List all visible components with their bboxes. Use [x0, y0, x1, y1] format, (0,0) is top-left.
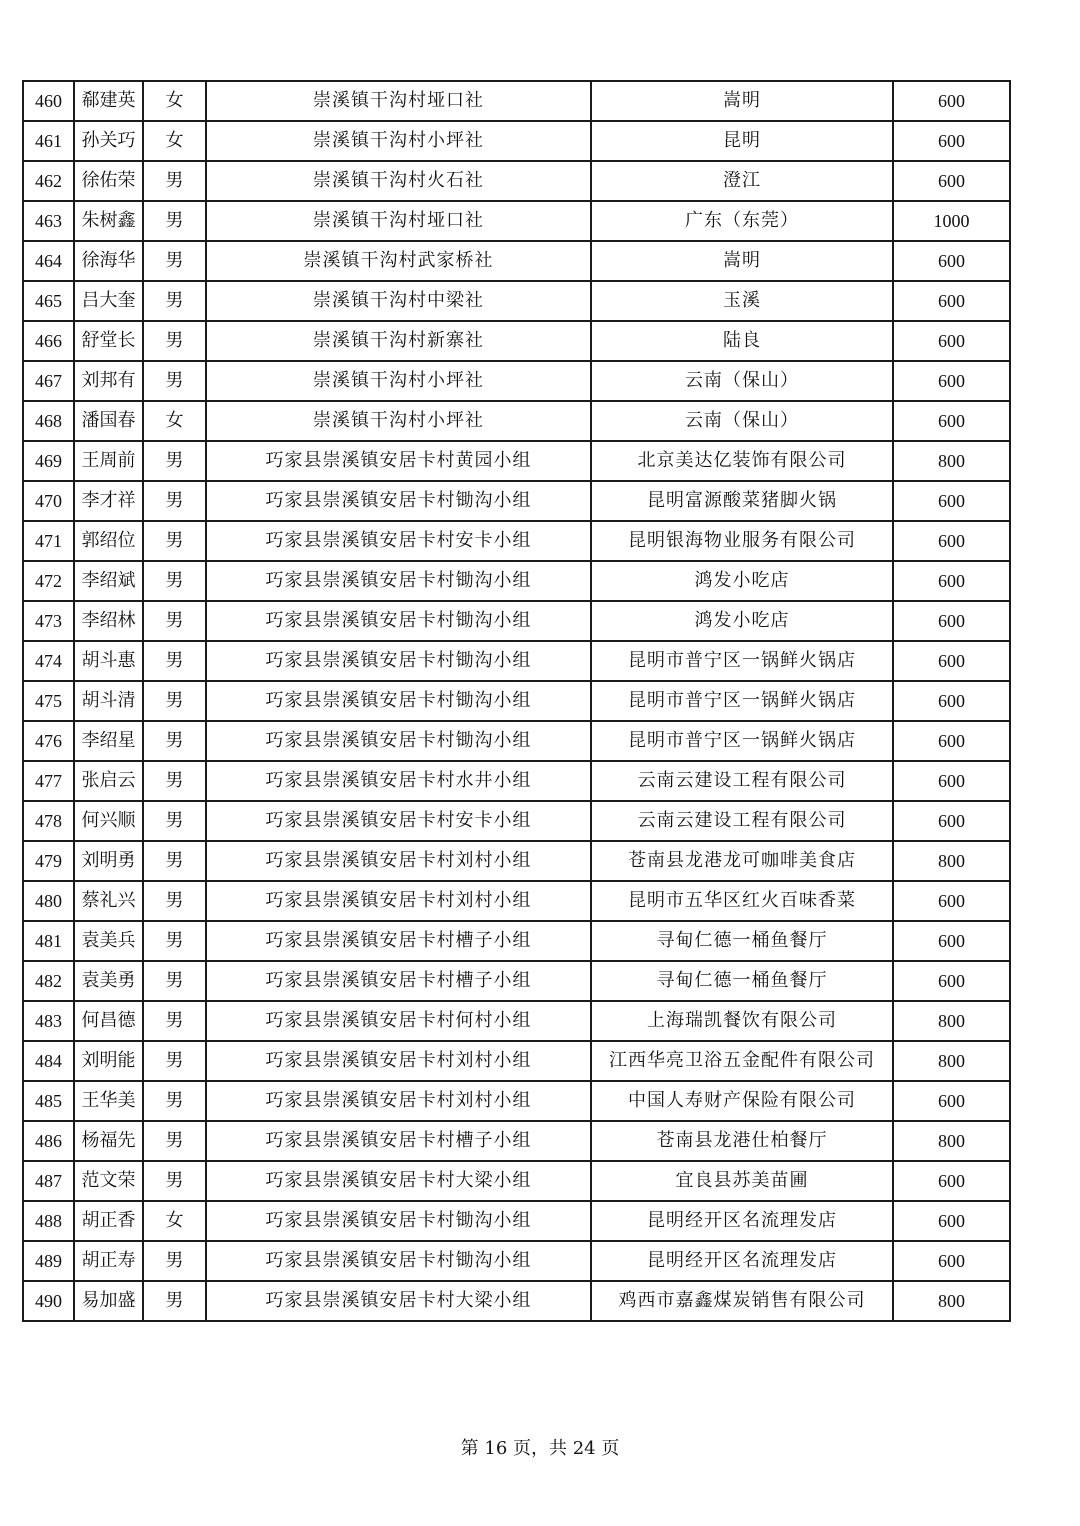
cell-work-location: 昆明市五华区红火百味香菜	[591, 881, 893, 921]
cell-gender: 男	[143, 1001, 206, 1041]
cell-home-address: 崇溪镇干沟村小坪社	[206, 361, 591, 401]
table-row	[23, 841, 1010, 881]
cell-gender: 男	[143, 561, 206, 601]
cell-work-location: 鸡西市嘉鑫煤炭销售有限公司	[591, 1281, 893, 1321]
cell-row-number: 487	[23, 1161, 74, 1201]
cell-name: 袁美兵	[74, 921, 143, 961]
cell-work-location: 江西华亮卫浴五金配件有限公司	[591, 1041, 893, 1081]
cell-gender: 男	[143, 481, 206, 521]
cell-home-address: 巧家县崇溪镇安居卡村锄沟小组	[206, 561, 591, 601]
cell-gender: 男	[143, 881, 206, 921]
cell-work-location: 昆明	[591, 121, 893, 161]
cell-gender: 男	[143, 841, 206, 881]
cell-work-location: 鸿发小吃店	[591, 561, 893, 601]
cell-work-location: 寻甸仁德一桶鱼餐厅	[591, 961, 893, 1001]
cell-home-address: 崇溪镇干沟村小坪社	[206, 401, 591, 441]
cell-amount: 600	[893, 881, 1010, 921]
cell-row-number: 461	[23, 121, 74, 161]
cell-work-location: 澄江	[591, 161, 893, 201]
table-row	[23, 401, 1010, 441]
cell-work-location: 昆明市普宁区一锅鲜火锅店	[591, 721, 893, 761]
cell-work-location: 宜良县苏美苗圃	[591, 1161, 893, 1201]
table-row	[23, 201, 1010, 241]
cell-row-number: 463	[23, 201, 74, 241]
cell-gender: 男	[143, 321, 206, 361]
cell-gender: 男	[143, 641, 206, 681]
cell-row-number: 483	[23, 1001, 74, 1041]
cell-row-number: 482	[23, 961, 74, 1001]
cell-home-address: 巧家县崇溪镇安居卡村安卡小组	[206, 801, 591, 841]
cell-gender: 男	[143, 761, 206, 801]
cell-amount: 800	[893, 1041, 1010, 1081]
cell-home-address: 崇溪镇干沟村火石社	[206, 161, 591, 201]
cell-gender: 女	[143, 1201, 206, 1241]
cell-home-address: 崇溪镇干沟村垭口社	[206, 81, 591, 121]
cell-home-address: 巧家县崇溪镇安居卡村刘村小组	[206, 1041, 591, 1081]
cell-row-number: 477	[23, 761, 74, 801]
cell-name: 李绍斌	[74, 561, 143, 601]
cell-gender: 男	[143, 601, 206, 641]
cell-row-number: 489	[23, 1241, 74, 1281]
cell-work-location: 苍南县龙港龙可咖啡美食店	[591, 841, 893, 881]
cell-work-location: 昆明银海物业服务有限公司	[591, 521, 893, 561]
table-row	[23, 121, 1010, 161]
table-row	[23, 1121, 1010, 1161]
cell-row-number: 485	[23, 1081, 74, 1121]
cell-work-location: 昆明市普宁区一锅鲜火锅店	[591, 641, 893, 681]
cell-amount: 600	[893, 321, 1010, 361]
table-body	[23, 81, 1010, 1321]
cell-amount: 600	[893, 361, 1010, 401]
table-row	[23, 721, 1010, 761]
cell-name: 李才祥	[74, 481, 143, 521]
cell-row-number: 484	[23, 1041, 74, 1081]
cell-row-number: 468	[23, 401, 74, 441]
worker-subsidy-table	[22, 80, 1011, 1322]
cell-amount: 800	[893, 841, 1010, 881]
cell-row-number: 460	[23, 81, 74, 121]
cell-name: 刘明能	[74, 1041, 143, 1081]
cell-gender: 男	[143, 961, 206, 1001]
cell-home-address: 巧家县崇溪镇安居卡村锄沟小组	[206, 1241, 591, 1281]
table-row	[23, 1281, 1010, 1321]
cell-amount: 600	[893, 1241, 1010, 1281]
cell-home-address: 崇溪镇干沟村垭口社	[206, 201, 591, 241]
cell-name: 张启云	[74, 761, 143, 801]
cell-gender: 男	[143, 161, 206, 201]
cell-row-number: 473	[23, 601, 74, 641]
data-table	[22, 80, 1011, 1322]
cell-gender: 男	[143, 281, 206, 321]
table-row	[23, 241, 1010, 281]
cell-amount: 600	[893, 121, 1010, 161]
cell-amount: 800	[893, 1001, 1010, 1041]
cell-row-number: 467	[23, 361, 74, 401]
cell-amount: 800	[893, 441, 1010, 481]
cell-work-location: 苍南县龙港仕柏餐厅	[591, 1121, 893, 1161]
cell-home-address: 巧家县崇溪镇安居卡村刘村小组	[206, 1081, 591, 1121]
cell-amount: 600	[893, 1201, 1010, 1241]
cell-name: 胡斗清	[74, 681, 143, 721]
cell-home-address: 巧家县崇溪镇安居卡村黄园小组	[206, 441, 591, 481]
cell-row-number: 469	[23, 441, 74, 481]
cell-gender: 男	[143, 1081, 206, 1121]
cell-amount: 800	[893, 1281, 1010, 1321]
table-row	[23, 681, 1010, 721]
table-row	[23, 561, 1010, 601]
cell-name: 朱树鑫	[74, 201, 143, 241]
cell-work-location: 昆明经开区名流理发店	[591, 1241, 893, 1281]
cell-row-number: 474	[23, 641, 74, 681]
cell-work-location: 昆明经开区名流理发店	[591, 1201, 893, 1241]
cell-gender: 男	[143, 441, 206, 481]
table-row	[23, 481, 1010, 521]
cell-home-address: 崇溪镇干沟村小坪社	[206, 121, 591, 161]
cell-name: 潘国春	[74, 401, 143, 441]
cell-gender: 男	[143, 921, 206, 961]
cell-gender: 男	[143, 681, 206, 721]
table-row	[23, 161, 1010, 201]
cell-name: 刘邦有	[74, 361, 143, 401]
cell-amount: 600	[893, 521, 1010, 561]
cell-name: 杨福先	[74, 1121, 143, 1161]
table-row	[23, 81, 1010, 121]
cell-amount: 600	[893, 481, 1010, 521]
cell-name: 易加盛	[74, 1281, 143, 1321]
cell-amount: 600	[893, 81, 1010, 121]
cell-amount: 600	[893, 681, 1010, 721]
cell-work-location: 上海瑞凯餐饮有限公司	[591, 1001, 893, 1041]
cell-work-location: 嵩明	[591, 241, 893, 281]
table-row	[23, 361, 1010, 401]
cell-work-location: 云南（保山）	[591, 401, 893, 441]
cell-name: 范文荣	[74, 1161, 143, 1201]
cell-name: 何昌德	[74, 1001, 143, 1041]
table-row	[23, 921, 1010, 961]
cell-amount: 600	[893, 161, 1010, 201]
table-row	[23, 1081, 1010, 1121]
cell-home-address: 巧家县崇溪镇安居卡村安卡小组	[206, 521, 591, 561]
cell-gender: 男	[143, 201, 206, 241]
cell-amount: 600	[893, 401, 1010, 441]
cell-home-address: 崇溪镇干沟村武家桥社	[206, 241, 591, 281]
cell-name: 刘明勇	[74, 841, 143, 881]
cell-row-number: 475	[23, 681, 74, 721]
cell-amount: 600	[893, 641, 1010, 681]
cell-row-number: 480	[23, 881, 74, 921]
cell-name: 胡正寿	[74, 1241, 143, 1281]
cell-name: 徐海华	[74, 241, 143, 281]
cell-gender: 男	[143, 241, 206, 281]
cell-row-number: 466	[23, 321, 74, 361]
table-row	[23, 881, 1010, 921]
cell-work-location: 昆明富源酸菜猪脚火锅	[591, 481, 893, 521]
cell-work-location: 中国人寿财产保险有限公司	[591, 1081, 893, 1121]
cell-row-number: 478	[23, 801, 74, 841]
table-row	[23, 521, 1010, 561]
cell-work-location: 广东（东莞）	[591, 201, 893, 241]
cell-amount: 600	[893, 801, 1010, 841]
cell-work-location: 嵩明	[591, 81, 893, 121]
cell-amount: 800	[893, 1121, 1010, 1161]
cell-amount: 600	[893, 921, 1010, 961]
cell-row-number: 488	[23, 1201, 74, 1241]
cell-name: 舒堂长	[74, 321, 143, 361]
table-row	[23, 801, 1010, 841]
cell-gender: 男	[143, 1241, 206, 1281]
cell-home-address: 巧家县崇溪镇安居卡村锄沟小组	[206, 1201, 591, 1241]
cell-home-address: 巧家县崇溪镇安居卡村锄沟小组	[206, 681, 591, 721]
cell-name: 袁美勇	[74, 961, 143, 1001]
cell-name: 王周前	[74, 441, 143, 481]
cell-name: 胡正香	[74, 1201, 143, 1241]
cell-home-address: 巧家县崇溪镇安居卡村锄沟小组	[206, 481, 591, 521]
cell-row-number: 472	[23, 561, 74, 601]
cell-work-location: 云南云建设工程有限公司	[591, 761, 893, 801]
cell-gender: 女	[143, 121, 206, 161]
cell-amount: 600	[893, 281, 1010, 321]
table-row	[23, 961, 1010, 1001]
cell-row-number: 481	[23, 921, 74, 961]
cell-row-number: 476	[23, 721, 74, 761]
cell-gender: 男	[143, 361, 206, 401]
cell-work-location: 寻甸仁德一桶鱼餐厅	[591, 921, 893, 961]
table-row	[23, 1161, 1010, 1201]
cell-row-number: 490	[23, 1281, 74, 1321]
cell-work-location: 云南（保山）	[591, 361, 893, 401]
cell-gender: 男	[143, 1121, 206, 1161]
cell-row-number: 479	[23, 841, 74, 881]
table-row	[23, 1001, 1010, 1041]
cell-amount: 600	[893, 1081, 1010, 1121]
cell-work-location: 北京美达亿装饰有限公司	[591, 441, 893, 481]
cell-amount: 600	[893, 601, 1010, 641]
table-row	[23, 1241, 1010, 1281]
cell-home-address: 巧家县崇溪镇安居卡村水井小组	[206, 761, 591, 801]
cell-home-address: 巧家县崇溪镇安居卡村刘村小组	[206, 881, 591, 921]
cell-home-address: 巧家县崇溪镇安居卡村何村小组	[206, 1001, 591, 1041]
cell-home-address: 巧家县崇溪镇安居卡村锄沟小组	[206, 601, 591, 641]
table-row	[23, 281, 1010, 321]
cell-work-location: 云南云建设工程有限公司	[591, 801, 893, 841]
cell-name: 孙关巧	[74, 121, 143, 161]
cell-name: 吕大奎	[74, 281, 143, 321]
table-row	[23, 601, 1010, 641]
table-row	[23, 321, 1010, 361]
cell-gender: 男	[143, 801, 206, 841]
cell-home-address: 巧家县崇溪镇安居卡村槽子小组	[206, 961, 591, 1001]
cell-work-location: 昆明市普宁区一锅鲜火锅店	[591, 681, 893, 721]
cell-amount: 600	[893, 721, 1010, 761]
cell-name: 王华美	[74, 1081, 143, 1121]
cell-name: 李绍林	[74, 601, 143, 641]
cell-work-location: 玉溪	[591, 281, 893, 321]
cell-amount: 1000	[893, 201, 1010, 241]
cell-amount: 600	[893, 761, 1010, 801]
table-row	[23, 1201, 1010, 1241]
cell-row-number: 470	[23, 481, 74, 521]
cell-home-address: 巧家县崇溪镇安居卡村大梁小组	[206, 1281, 591, 1321]
cell-name: 李绍星	[74, 721, 143, 761]
table-row	[23, 761, 1010, 801]
cell-name: 郭绍位	[74, 521, 143, 561]
cell-home-address: 巧家县崇溪镇安居卡村槽子小组	[206, 1121, 591, 1161]
cell-home-address: 巧家县崇溪镇安居卡村锄沟小组	[206, 721, 591, 761]
cell-row-number: 471	[23, 521, 74, 561]
page-footer: 第 16 页，共 24 页	[460, 1438, 620, 1459]
cell-name: 蔡礼兴	[74, 881, 143, 921]
cell-work-location: 陆良	[591, 321, 893, 361]
cell-gender: 男	[143, 721, 206, 761]
cell-home-address: 巧家县崇溪镇安居卡村大梁小组	[206, 1161, 591, 1201]
cell-gender: 男	[143, 521, 206, 561]
cell-gender: 男	[143, 1161, 206, 1201]
cell-row-number: 465	[23, 281, 74, 321]
cell-gender: 女	[143, 401, 206, 441]
table-row	[23, 1041, 1010, 1081]
cell-home-address: 巧家县崇溪镇安居卡村槽子小组	[206, 921, 591, 961]
cell-amount: 600	[893, 961, 1010, 1001]
cell-work-location: 鸿发小吃店	[591, 601, 893, 641]
cell-row-number: 462	[23, 161, 74, 201]
cell-row-number: 464	[23, 241, 74, 281]
cell-gender: 男	[143, 1281, 206, 1321]
cell-amount: 600	[893, 241, 1010, 281]
cell-name: 徐佑荣	[74, 161, 143, 201]
cell-name: 郗建英	[74, 81, 143, 121]
table-row	[23, 641, 1010, 681]
cell-amount: 600	[893, 561, 1010, 601]
cell-gender: 女	[143, 81, 206, 121]
cell-home-address: 巧家县崇溪镇安居卡村刘村小组	[206, 841, 591, 881]
cell-home-address: 崇溪镇干沟村新寨社	[206, 321, 591, 361]
cell-gender: 男	[143, 1041, 206, 1081]
table-row	[23, 441, 1010, 481]
cell-row-number: 486	[23, 1121, 74, 1161]
cell-name: 何兴顺	[74, 801, 143, 841]
cell-home-address: 巧家县崇溪镇安居卡村锄沟小组	[206, 641, 591, 681]
cell-home-address: 崇溪镇干沟村中梁社	[206, 281, 591, 321]
cell-amount: 600	[893, 1161, 1010, 1201]
cell-name: 胡斗惠	[74, 641, 143, 681]
